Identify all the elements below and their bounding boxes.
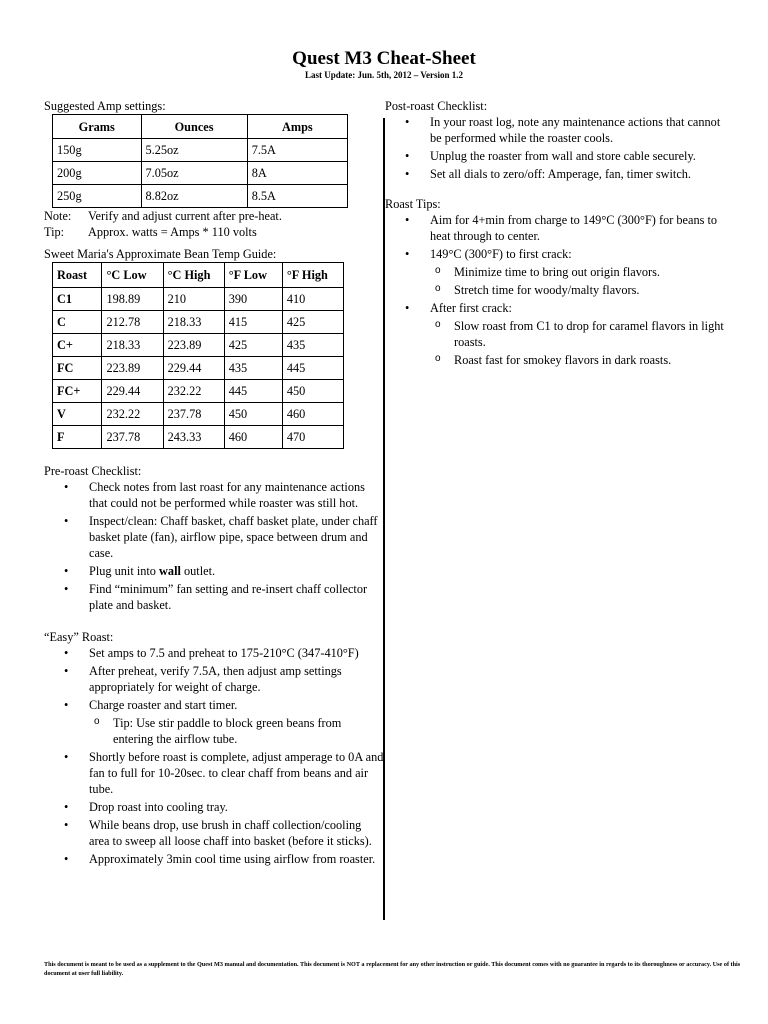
table-header: Roast bbox=[53, 263, 102, 288]
temp-guide-label: Sweet Maria's Approximate Bean Temp Guide: bbox=[44, 247, 277, 261]
table-cell: 198.89 bbox=[102, 288, 163, 311]
table-cell: 218.33 bbox=[163, 311, 224, 334]
list-item: • While beans drop, use brush in chaff collection/cooling area to sweep all loose chaff into basket (before it sticks). bbox=[44, 817, 384, 849]
table-cell: 210 bbox=[163, 288, 224, 311]
sub-list-item: o Stretch time for woody/malty flavors. bbox=[385, 282, 725, 298]
table-cell: 5.25oz bbox=[141, 139, 247, 162]
sub-list-item: o Slow roast from C1 to drop for caramel flavors in light roasts. bbox=[385, 318, 725, 350]
table-cell: 450 bbox=[224, 403, 282, 426]
list-item: • Find “minimum” fan setting and re-insert chaff collector plate and basket. bbox=[44, 581, 384, 613]
table-cell: 8.82oz bbox=[141, 185, 247, 208]
table-row bbox=[53, 403, 344, 426]
page-title: Quest M3 Cheat-Sheet bbox=[292, 48, 476, 69]
table-cell: C+ bbox=[53, 334, 102, 357]
list-item bbox=[44, 563, 384, 579]
table-cell: 150g bbox=[53, 139, 142, 162]
table-cell: 237.78 bbox=[163, 403, 224, 426]
last-update: Last Update: Jun. 5th, 2012 – Version 1.2 bbox=[304, 70, 464, 80]
table-cell: 425 bbox=[282, 311, 343, 334]
pre-roast-list bbox=[44, 479, 384, 613]
easy-roast-list bbox=[44, 645, 384, 867]
pre-roast-label: Pre-roast Checklist: bbox=[44, 464, 142, 478]
table-cell: 445 bbox=[282, 357, 343, 380]
table-cell: 445 bbox=[224, 380, 282, 403]
sub-list-item: o Minimize time to bring out origin flavors. bbox=[385, 264, 725, 280]
tip-label: Tip: bbox=[44, 225, 65, 239]
amp-settings-table bbox=[52, 114, 348, 208]
table-cell: 460 bbox=[282, 403, 343, 426]
table-row bbox=[53, 311, 344, 334]
table-cell: 223.89 bbox=[163, 334, 224, 357]
list-item: • Drop roast into cooling tray. bbox=[44, 799, 384, 815]
table-cell: 425 bbox=[224, 334, 282, 357]
table-cell: 7.05oz bbox=[141, 162, 247, 185]
list-item: • In your roast log, note any maintenance actions that cannot be performed while the roaster cools. bbox=[385, 114, 725, 146]
tip-line bbox=[44, 224, 384, 240]
tip-text: Approx. watts = Amps * 110 volts bbox=[88, 225, 257, 239]
table-cell: 415 bbox=[224, 311, 282, 334]
amp-settings-label: Suggested Amp settings: bbox=[44, 99, 166, 113]
table-cell: C1 bbox=[53, 288, 102, 311]
list-item: • After first crack: bbox=[385, 300, 725, 316]
table-cell: F bbox=[53, 426, 102, 449]
table-header: Ounces bbox=[141, 115, 247, 139]
left-column bbox=[44, 98, 384, 869]
list-item: • Set all dials to zero/off: Amperage, fan, timer switch. bbox=[385, 166, 725, 182]
table-row bbox=[53, 380, 344, 403]
sub-list-item: o Roast fast for smokey flavors in dark roasts. bbox=[385, 352, 725, 368]
table-cell: 229.44 bbox=[163, 357, 224, 380]
list-item: • Shortly before roast is complete, adjust amperage to 0A and fan to full for 10-20sec. to clear chaff from beans and air tube. bbox=[44, 749, 384, 797]
table-row bbox=[53, 357, 344, 380]
right-column bbox=[385, 98, 725, 370]
disclaimer-footer: This document is meant to be used as a supplement to the Quest M3 manual and documentation. This document is NOT a replacement for any other instruction or guide. This document comes with no guarantee in regards to its thoroughness or accuracy. Use of this document at user full liability. bbox=[44, 961, 741, 977]
plug-text-bold: wall bbox=[159, 564, 181, 578]
table-cell: 7.5A bbox=[247, 139, 347, 162]
table-cell: 237.78 bbox=[102, 426, 163, 449]
list-item: • Approximately 3min cool time using airflow from roaster. bbox=[44, 851, 384, 867]
table-header: Amps bbox=[247, 115, 347, 139]
note-text: Verify and adjust current after pre-heat. bbox=[88, 209, 282, 223]
table-header: °C High bbox=[163, 263, 224, 288]
table-header-row bbox=[53, 115, 348, 139]
table-cell: 8.5A bbox=[247, 185, 347, 208]
post-roast-list bbox=[385, 114, 725, 182]
list-item: • Unplug the roaster from wall and store cable securely. bbox=[385, 148, 725, 164]
table-cell: C bbox=[53, 311, 102, 334]
list-item: • Charge roaster and start timer. bbox=[44, 697, 384, 713]
table-cell: FC bbox=[53, 357, 102, 380]
table-cell: 450 bbox=[282, 380, 343, 403]
table-row bbox=[53, 426, 344, 449]
table-cell: 250g bbox=[53, 185, 142, 208]
table-header: °F Low bbox=[224, 263, 282, 288]
table-cell: 218.33 bbox=[102, 334, 163, 357]
table-cell: 390 bbox=[224, 288, 282, 311]
table-row bbox=[53, 334, 344, 357]
note-label: Note: bbox=[44, 209, 72, 223]
table-row bbox=[53, 162, 348, 185]
table-cell: 232.22 bbox=[163, 380, 224, 403]
table-row bbox=[53, 288, 344, 311]
table-cell: 243.33 bbox=[163, 426, 224, 449]
table-cell: 435 bbox=[282, 334, 343, 357]
table-row bbox=[53, 185, 348, 208]
table-cell: V bbox=[53, 403, 102, 426]
table-cell: 460 bbox=[224, 426, 282, 449]
table-cell: 232.22 bbox=[102, 403, 163, 426]
easy-roast-label: “Easy” Roast: bbox=[44, 630, 114, 644]
table-cell: 435 bbox=[224, 357, 282, 380]
table-cell: 8A bbox=[247, 162, 347, 185]
table-cell: 229.44 bbox=[102, 380, 163, 403]
plug-text-suffix: outlet. bbox=[180, 564, 216, 578]
plug-text-prefix: Plug unit into bbox=[89, 564, 160, 578]
temp-guide-table bbox=[52, 262, 344, 449]
table-cell: 223.89 bbox=[102, 357, 163, 380]
table-header: Grams bbox=[53, 115, 142, 139]
table-header-row bbox=[53, 263, 344, 288]
table-cell: 200g bbox=[53, 162, 142, 185]
table-cell: FC+ bbox=[53, 380, 102, 403]
note-line bbox=[44, 208, 384, 224]
sub-list-item: o Tip: Use stir paddle to block green beans from entering the airflow tube. bbox=[44, 715, 384, 747]
list-item: • Check notes from last roast for any maintenance actions that could not be performed while roaster was still hot. bbox=[44, 479, 384, 511]
list-item: • Aim for 4+min from charge to 149°C (300°F) for beans to heat through to center. bbox=[385, 212, 725, 244]
table-header: °C Low bbox=[102, 263, 163, 288]
roast-tips-list bbox=[385, 212, 725, 368]
list-item: • Inspect/clean: Chaff basket, chaff basket plate, under chaff basket plate (fan), airflow pipe, space between drum and case. bbox=[44, 513, 384, 561]
table-row bbox=[53, 139, 348, 162]
table-cell: 470 bbox=[282, 426, 343, 449]
post-roast-label: Post-roast Checklist: bbox=[385, 99, 488, 113]
roast-tips-label: Roast Tips: bbox=[385, 197, 441, 211]
list-item: • Set amps to 7.5 and preheat to 175-210°C (347-410°F) bbox=[44, 645, 384, 661]
table-header: °F High bbox=[282, 263, 343, 288]
list-item: • 149°C (300°F) to first crack: bbox=[385, 246, 725, 262]
table-cell: 410 bbox=[282, 288, 343, 311]
table-cell: 212.78 bbox=[102, 311, 163, 334]
list-item: • After preheat, verify 7.5A, then adjust amp settings appropriately for weight of charge. bbox=[44, 663, 384, 695]
